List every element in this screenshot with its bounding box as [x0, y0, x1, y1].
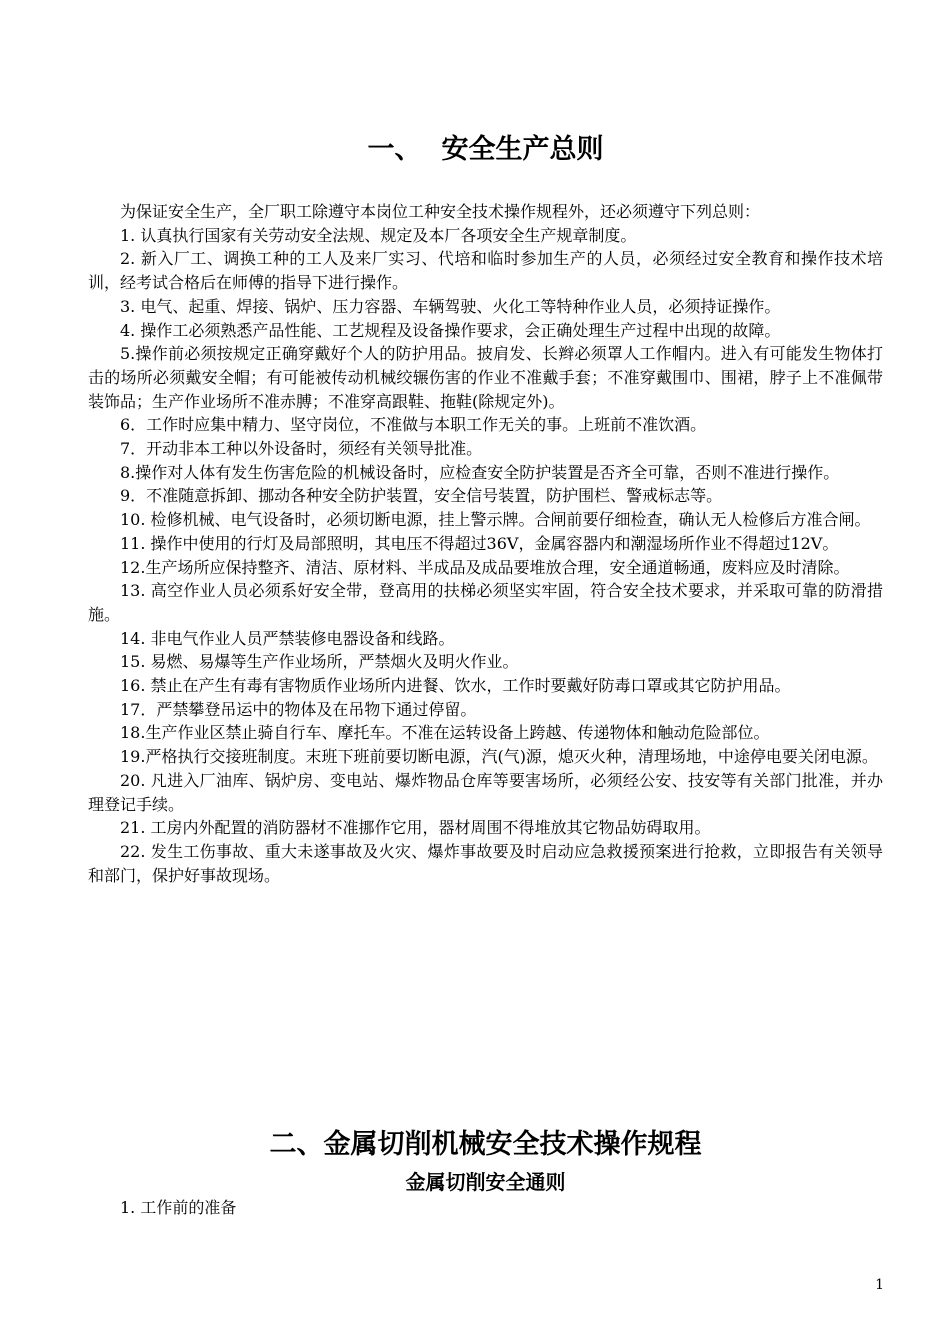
rule-item: 4. 操作工必须熟悉产品性能、工艺规程及设备操作要求，会正确处理生产过程中出现的故障。 — [120, 320, 781, 340]
rule-item: 15. 易燃、易爆等生产作业场所，严禁烟火及明火作业。 — [120, 652, 519, 672]
section-2-subtitle: 金属切削安全通则 — [405, 1170, 566, 1194]
rule-item: 17．严禁攀登吊运中的物体及在吊物下通过停留。 — [120, 699, 477, 719]
intro-paragraph: 为保证安全生产，全厂职工除遵守本岗位工种安全技术操作规程外，还必须遵守下列总则： — [120, 202, 761, 221]
section-1-heading — [88, 132, 883, 168]
rule-item: 18.生产作业区禁止骑自行车、摩托车。不准在运转设备上跨越、传递物体和触动危险部位。 — [120, 723, 770, 743]
rule-item: 13. 高空作业人员必须系好安全带，登高用的扶梯必须坚实牢固，符合安全技术要求，并采取可靠的防滑措施。 — [88, 581, 883, 624]
section-1-number: 一、 — [367, 134, 422, 165]
section-1-title: 安全生产总则 — [441, 134, 604, 165]
rule-item: 2. 新入厂工、调换工种的工人及来厂实习、代培和临时参加生产的人员，必须经过安全教育和操作技术培训，经考试合格后在师傅的指导下进行操作。 — [88, 249, 883, 293]
rule-item: 8.操作对人体有发生伤害危险的机械设备时，应检查安全防护装置是否齐全可靠，否则不准进行操作。 — [120, 462, 840, 482]
section-2-first-item: 1. 工作前的准备 — [120, 1198, 237, 1217]
section-2-heading: 二、金属切削机械安全技术操作规程 — [269, 1129, 702, 1160]
rule-item: 1. 认真执行国家有关劳动安全法规、规定及本厂各项安全生产规章制度。 — [120, 225, 637, 245]
rule-item: 5.操作前必须按规定正确穿戴好个人的防护用品。披肩发、长辫必须罩人工作帽内。进入有可能发生物体打击的场所必须戴安全帽；有可能被传动机械绞辗伤害的作业不准戴手套；不准穿戴围巾、围裙，脖子上不准佩带装饰品；生产作业场所不准赤膊；不准穿高跟鞋、拖鞋(除规定外)。 — [88, 344, 883, 411]
section-1-body — [88, 200, 883, 887]
rule-item: 3. 电气、起重、焊接、锅炉、压力容器、车辆驾驶、火化工等特种作业人员，必须持证操作。 — [120, 296, 781, 316]
rule-item: 10. 检修机械、电气设备时，必须切断电源，挂上警示牌。合闸前要仔细检查，确认无人检修后方准合闸。 — [120, 510, 871, 530]
rule-item: 14. 非电气作业人员严禁装修电器设备和线路。 — [120, 628, 455, 648]
rule-item: 19.严格执行交接班制度。末班下班前要切断电源，汽(气)源，熄灭火种，清理场地，中途停电要关闭电源。 — [120, 747, 878, 767]
rule-item: 7．开动非本工种以外设备时，须经有关领导批准。 — [120, 439, 483, 459]
page-number: 1 — [875, 1277, 884, 1293]
rule-item: 16. 禁止在产生有毒有害物质作业场所内进餐、饮水，工作时要戴好防毒口罩或其它防护用品。 — [120, 676, 791, 696]
rule-item: 21. 工房内外配置的消防器材不准挪作它用，器材周围不得堆放其它物品妨碍取用。 — [120, 818, 711, 838]
rule-item: 6．工作时应集中精力、坚守岗位，不准做与本职工作无关的事。上班前不准饮酒。 — [120, 415, 707, 435]
rule-item: 11. 操作中使用的行灯及局部照明，其电压不得超过36V，金属容器内和潮湿场所作业不得超过12V。 — [120, 533, 839, 553]
rule-item: 9．不准随意拆卸、挪动各种安全防护装置，安全信号装置，防护围栏、警戒标志等。 — [120, 486, 723, 506]
rule-item: 22. 发生工伤事故、重大未遂事故及火灾、爆炸事故要及时启动应急救援预案进行抢救，立即报告有关领导和部门，保护好事故现场。 — [88, 841, 883, 885]
rule-item: 12.生产场所应保持整齐、清洁、原材料、半成品及成品要堆放合理，安全通道畅通，废料应及时清除。 — [120, 557, 850, 577]
rule-item: 20. 凡进入厂油库、锅炉房、变电站、爆炸物品仓库等要害场所，必须经公安、技安等有关部门批准，并办理登记手续。 — [88, 770, 883, 814]
